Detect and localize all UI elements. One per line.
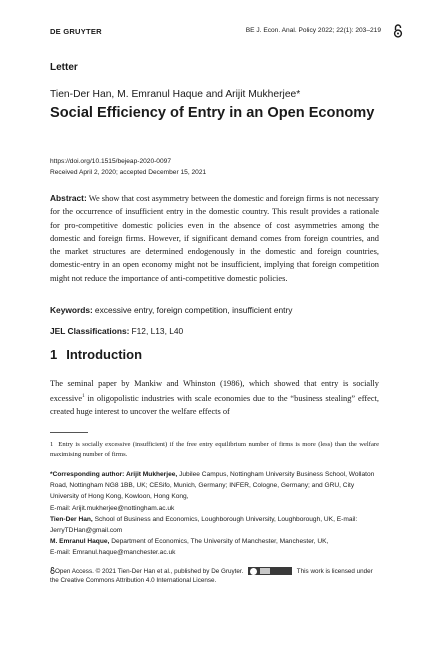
affiliation-text: School of Business and Economics, Loughborough University, Loughborough, UK, E-mail: JerryTDHan@gmail.com xyxy=(50,515,358,535)
jel-text: F12, L13, L40 xyxy=(131,326,184,336)
abstract xyxy=(50,192,379,285)
section-number: 1 xyxy=(50,347,58,362)
affiliation-text: Department of Economics, The University of Manchester, Manchester, UK, xyxy=(109,538,329,546)
email-link[interactable]: E-mail: Emranul.haque@manchester.ac.uk xyxy=(50,549,176,557)
keywords-text: excessive entry, foreign competition, insufficient entry xyxy=(94,305,293,315)
copyright-text: Open Access. © 2021 Tien-Der Han et al., published by De Gruyter. xyxy=(55,568,244,575)
intro-paragraph xyxy=(50,377,379,418)
abstract-text: We show that cost asymmetry between the domestic and foreign firms is not necessary for the occurrence of insufficient entry in the domestic country. This result provides a rationale for pro-competitive domestic policies even in the absence of cost asymmetries among the domestic and foreign firms. However, if significant demand comes from foreign countries, and the market structures are determined endogenously in the domestic and foreign countries, domestic-entry in an open economy might not be insufficient, implying that foreign competition might not reduce the importance of anti-competitive domestic policies. xyxy=(50,194,379,283)
abstract-label: Abstract: xyxy=(50,193,87,203)
affiliation-haque xyxy=(50,536,379,558)
email-link[interactable]: E-mail: Arijit.mukherjee@nottingham.ac.uk xyxy=(50,504,175,512)
publisher-logo: DE GRUYTER xyxy=(50,27,102,36)
license-text: This work is licensed under the Creative Commons Attribution 4.0 International License. xyxy=(50,568,373,585)
citation-link[interactable]: Mankiw and Whinston (1986) xyxy=(134,379,243,388)
intro-text-1: The seminal paper by xyxy=(50,379,135,388)
intro-text-2: , which showed that entry is socially excessive xyxy=(50,379,379,403)
footnote-divider xyxy=(50,432,88,433)
section-title: Introduction xyxy=(66,347,143,362)
author-affiliations xyxy=(50,469,379,559)
jel-label: JEL Classifications: xyxy=(50,326,130,336)
author-list: Tien-Der Han, M. Emranul Haque and Arijit Mukherjee* xyxy=(50,89,301,100)
footnote-number: 1 xyxy=(50,441,54,448)
footnote-text: Entry is socially excessive (insufficient) if the free entry equilibrium number of firms is more (less) than the welfare maximising number of firms. xyxy=(50,441,379,459)
journal-citation: BE J. Econ. Anal. Policy 2022; 22(1): 203–219 xyxy=(245,27,381,34)
cc-by-license-icon[interactable] xyxy=(248,567,292,575)
open-access-icon xyxy=(393,24,403,38)
jel-classifications xyxy=(50,326,390,336)
intro-text-3: in oligopolistic industries with scale economies due to the “business stealing” effect, created huge interest to uncover the welfare effects of xyxy=(50,394,379,417)
affiliation-label: *Corresponding author: Arijit Mukherjee, xyxy=(50,471,178,478)
affiliation-label: M. Emranul Haque, xyxy=(50,538,110,546)
footnote-1 xyxy=(50,440,379,460)
license-footer xyxy=(50,567,379,585)
footnote-marker[interactable]: 1 xyxy=(82,394,85,400)
section-heading xyxy=(50,347,142,362)
affiliation-mukherjee xyxy=(50,469,379,514)
affiliation-label: Tien-Der Han, xyxy=(50,515,93,523)
article-type: Letter xyxy=(50,62,78,73)
keywords xyxy=(50,305,390,315)
article-title: Social Efficiency of Entry in an Open Economy xyxy=(50,105,375,121)
keywords-label: Keywords: xyxy=(50,305,93,315)
doi-link[interactable]: https://doi.org/10.1515/bejeap-2020-0097 xyxy=(50,158,171,165)
affiliation-text: Jubilee Campus, Nottingham University Business School, Wollaton Road, Nottingham NG8 1BB, UK; CESifo, Munich, Germany; INFER, Cologne, Germany; and GRU, City University of Hong Kong, Kowloon, Hong Kong, xyxy=(50,471,375,501)
affiliation-han xyxy=(50,514,379,536)
received-date: Received April 2, 2020; accepted December 15, 2021 xyxy=(50,169,207,176)
